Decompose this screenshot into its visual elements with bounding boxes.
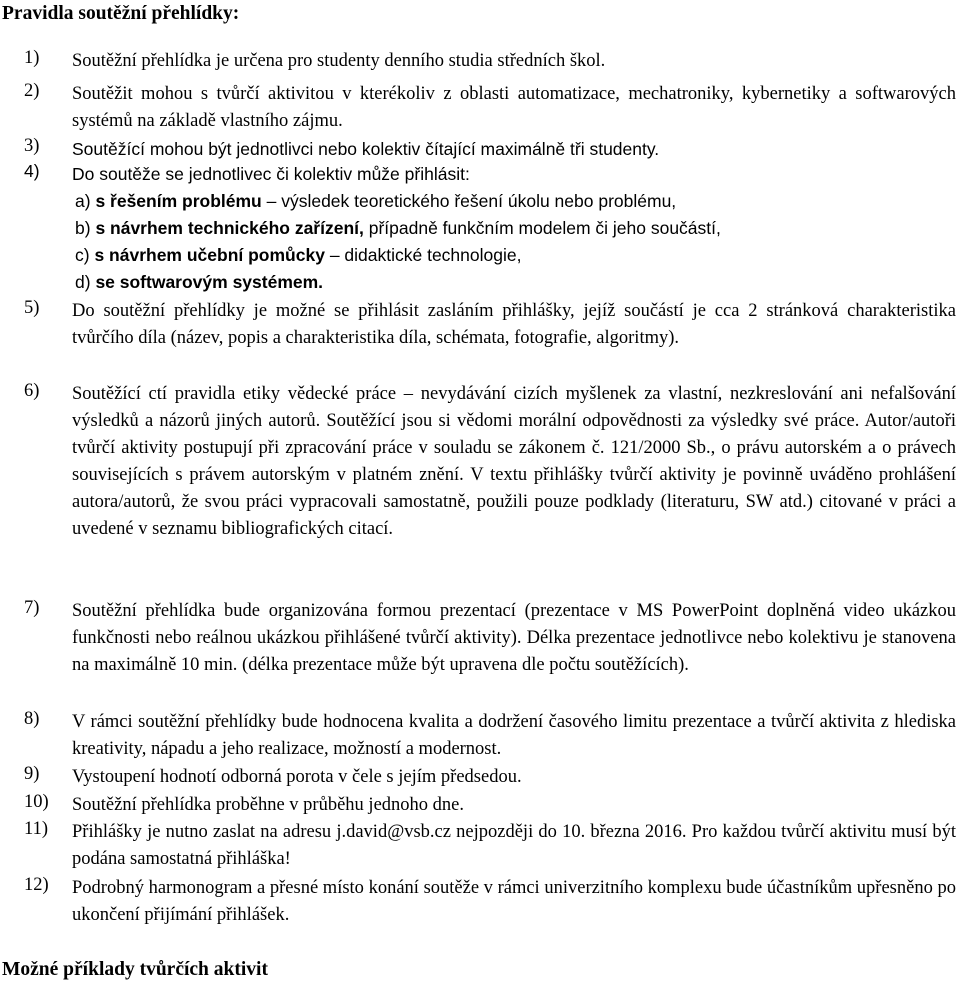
rule-item-4 — [24, 161, 956, 296]
rule-number: 7) — [24, 598, 40, 618]
rule-number: 12) — [24, 875, 49, 895]
rule-subitem-a — [72, 188, 956, 215]
rule-text: Soutěžní přehlídka bude organizována formou prezentací (prezentace v MS PowerPoint doplněná video ukázkou funkčnosti nebo reálnou ukázkou přihlášené tvůrčí aktivity). Délka prezentace jednotlivce nebo kolektivu je stanovena na maximálně 10 min. (délka prezentace může být upravena dle počtu soutěžících). — [72, 601, 956, 675]
rule-number: 8) — [24, 709, 40, 729]
subitem-rest: – didaktické technologie, — [324, 244, 522, 265]
rule-number: 3) — [24, 136, 40, 156]
rule-number: 2) — [24, 81, 40, 101]
rule-text: V rámci soutěžní přehlídky bude hodnocena kvalita a dodržení časového limitu prezentace a tvůrčí aktivita z hlediska kreativity, nápadu a jeho realizace, možností a modernost. — [72, 712, 956, 759]
rule-item-11 — [24, 819, 956, 873]
rule-item-2 — [24, 81, 956, 135]
rule-text: Do soutěže se jednotlivec či kolektiv může přihlásit: — [72, 164, 470, 184]
subitem-prefix: c) — [75, 244, 95, 265]
rule-number: 11) — [24, 819, 48, 839]
rule-subitem-b — [72, 215, 956, 242]
rule-text: Soutěžící mohou být jednotlivci nebo kolektiv čítající maximálně tři studenty. — [72, 139, 660, 159]
rule-number: 5) — [24, 298, 40, 318]
subitem-prefix: b) — [75, 217, 96, 238]
subitem-bold: se softwarovým systémem. — [95, 271, 324, 292]
rule-text: Do soutěžní přehlídky je možné se přihlásit zasláním přihlášky, jejíž součástí je cca 2 stránková charakteristika tvůrčího díla (název, popis a charakteristika díla, schémata, fotografie, algoritmy). — [72, 301, 956, 348]
rule-text: Podrobný harmonogram a přesné místo konání soutěže v rámci univerzitního komplexu bude účastníkům upřesněno po ukončení přijímání přihlášek. — [72, 878, 956, 925]
rule-number: 1) — [24, 48, 40, 68]
rules-heading: Pravidla soutěžní přehlídky: — [2, 3, 240, 24]
subitem-prefix: d) — [75, 271, 96, 292]
rule-item-8 — [24, 709, 956, 763]
rule-text: Vystoupení hodnotí odborná porota v čele s jejím předsedou. — [72, 767, 522, 787]
rule-item-5 — [24, 298, 956, 352]
rule-item-9 — [24, 764, 956, 791]
subitem-rest: případně funkčním modelem či jeho součástí, — [363, 217, 721, 238]
rule-text: Přihlášky je nutno zaslat na adresu j.david@vsb.cz nejpozději do 10. března 2016. Pro každou tvůrčí aktivitu musí být podána samostatná přihláška! — [72, 822, 956, 869]
subitem-rest: – výsledek teoretického řešení úkolu nebo problému, — [261, 190, 677, 211]
rule-number: 4) — [24, 161, 40, 181]
rule-item-6 — [24, 381, 956, 542]
rule-subitem-d — [72, 269, 956, 296]
rule-text: Soutěžit mohou s tvůrčí aktivitou v kterékoliv z oblasti automatizace, mechatroniky, kybernetiky a softwarových systémů na základě vlastního zájmu. — [72, 84, 956, 131]
subitem-prefix: a) — [75, 190, 96, 211]
subitem-bold: s návrhem učební pomůcky — [94, 244, 325, 265]
subitem-bold: s návrhem technického zařízení, — [95, 217, 364, 238]
rule-item-4-body — [72, 161, 956, 296]
rule-item-10 — [24, 792, 956, 819]
rule-item-3 — [24, 136, 956, 163]
rule-number: 10) — [24, 792, 49, 812]
rule-text: Soutěžní přehlídka je určena pro studenty denního studia středních škol. — [72, 51, 606, 71]
rule-number: 6) — [24, 381, 40, 401]
subitem-bold: s řešením problému — [95, 190, 262, 211]
rule-text: Soutěžní přehlídka proběhne v průběhu jednoho dne. — [72, 795, 464, 815]
rule-item-7 — [24, 598, 956, 679]
rule-subitem-c — [72, 242, 956, 269]
rule-item-12 — [24, 875, 956, 929]
examples-heading: Možné příklady tvůrčích aktivit — [2, 959, 268, 980]
rule-number: 9) — [24, 764, 40, 784]
rule-item-1 — [24, 48, 956, 75]
rule-text: Soutěžící ctí pravidla etiky vědecké práce – nevydávání cizích myšlenek za vlastní, nezkreslování ani nefalšování výsledků a názorů jiných autorů. Soutěžící jsou si vědomi morální odpovědnosti za výsledky své práce. Autor/autoři tvůrčí aktivity postupují při zpracování práce v souladu se zákonem č. 121/2000 Sb., o právu autorském a o právech souvisejících s právem autorským v platném znění. V textu přihlášky tvůrčí aktivity je povinně uváděno prohlášení autora/autorů, že svou práci vypracovali samostatně, použili pouze podklady (literaturu, SW atd.) citované v práci a uvedené v seznamu bibliografických citací. — [72, 384, 956, 539]
